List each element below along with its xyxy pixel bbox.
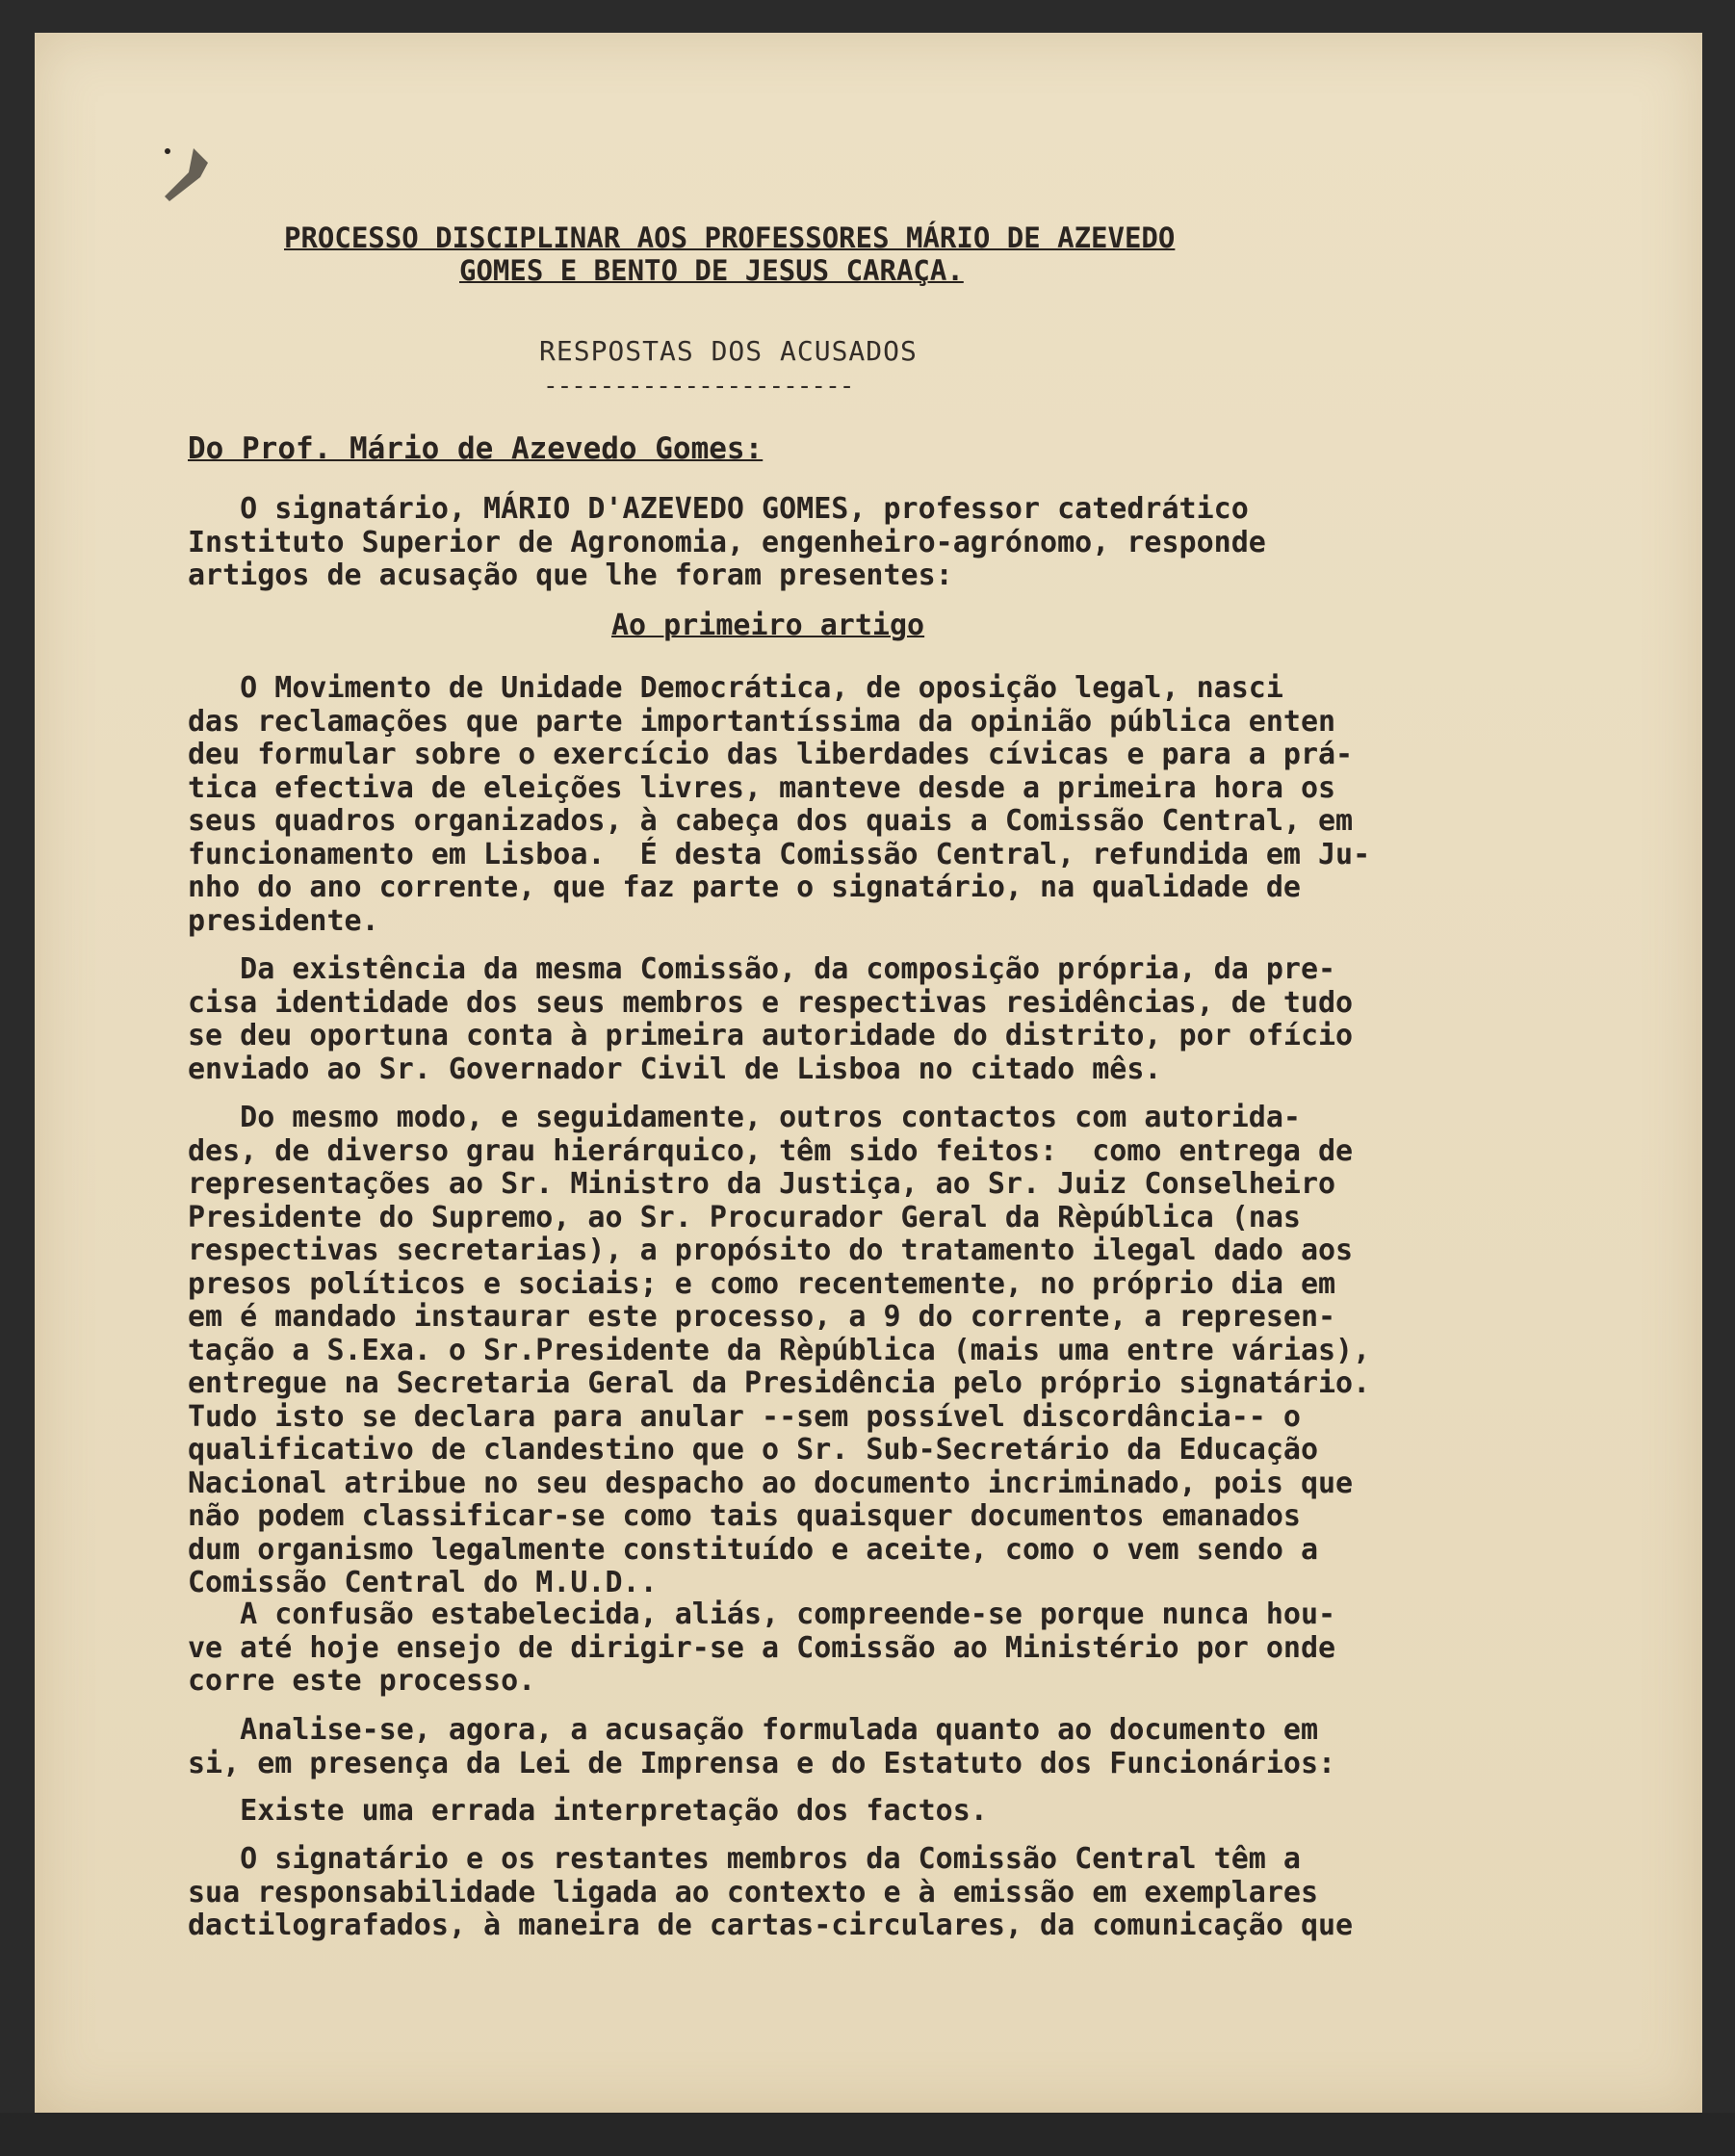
paragraph-4: A confusão estabelecida, aliás, compreende-se porque nunca hou- ve até hoje ensejo de dirigir-se a Comissão ao Ministério por onde corre este processo. bbox=[188, 1598, 1336, 1698]
paragraph-3: Do mesmo modo, e seguidamente, outros contactos com autorida- des, de diverso grau hierárquico, têm sido feitos: como entrega de representações ao Sr. Ministro da Justiça, ao Sr. Juiz Conselheiro Presidente do Supremo, ao Sr. Procurador Geral da Rèpública (nas respectivas secretarias), a propósito do tratamento ilegal dado aos presos políticos e sociais; e como recentemente, no próprio dia em em é mandado instaurar este processo, a 9 do corrente, a represen- tação a S.Exa. o Sr.Presidente da Rèpública (mais uma entre várias), entregue na Secretaria Geral da Presidência pelo próprio signatário. Tudo isto se declara para anular --sem possível discordância-- o qualificativo de clandestino que o Sr. Sub-Secretário da Educação Nacional atribue no seu despacho ao documento incriminado, pois que não podem classificar-se como tais quaisquer documentos emanados dum organismo legalmente constituído e aceite, como o vem sendo a Comissão Central do M.U.D.. bbox=[188, 1101, 1371, 1599]
title-line-1: PROCESSO DISCIPLINAR AOS PROFESSORES MÁRIO DE AZEVEDO bbox=[284, 221, 1176, 254]
subtitle-rule: ---------------------- bbox=[543, 372, 854, 401]
section-title: Ao primeiro artigo bbox=[611, 609, 925, 642]
paper-fragment-mark bbox=[160, 143, 218, 211]
paragraph-5: Analise-se, agora, a acusação formulada quanto ao documento em si, em presença da Lei de Imprensa e do Estatuto dos Funcionários: bbox=[188, 1713, 1336, 1780]
section-heading: Do Prof. Mário de Azevedo Gomes: bbox=[188, 431, 764, 466]
paragraph-6: Existe uma errada interpretação dos factos. bbox=[188, 1794, 988, 1828]
paragraph-1: O Movimento de Unidade Democrática, de oposição legal, nasci das reclamações que parte importantíssima da opinião pública enten deu formular sobre o exercício das liberdades cívicas e para a prá- tica efectiva de eleições livres, manteve desde a primeira hora os seus quadros organizados, à cabeça dos quais a Comissão Central, em funcionamento em Lisboa. É desta Comissão Central, refundida em Ju- nho do ano corrente, que faz parte o signatário, na qualidade de presidente. bbox=[188, 671, 1371, 938]
scan-background-strip bbox=[0, 2113, 1735, 2156]
title-line-2: GOMES E BENTO DE JESUS CARAÇA. bbox=[459, 254, 964, 287]
intro-paragraph: O signatário, MÁRIO D'AZEVEDO GOMES, professor catedrático Instituto Superior de Agronomia, engenheiro-agrónomo, responde artigos de acusação que lhe foram presentes: bbox=[188, 492, 1266, 592]
paragraph-2: Da existência da mesma Comissão, da composição própria, da pre- cisa identidade dos seus membros e respectivas residências, de tudo se deu oportuna conta à primeira autoridade do distrito, por ofício enviado ao Sr. Governador Civil de Lisboa no citado mês. bbox=[188, 952, 1354, 1086]
subtitle: RESPOSTAS DOS ACUSADOS bbox=[539, 335, 918, 367]
paragraph-7: O signatário e os restantes membros da Comissão Central têm a sua responsabilidade ligada ao contexto e à emissão em exemplares dactilografados, à maneira de cartas-circulares, da comunicação que bbox=[188, 1842, 1354, 1942]
document-title bbox=[284, 221, 1343, 287]
